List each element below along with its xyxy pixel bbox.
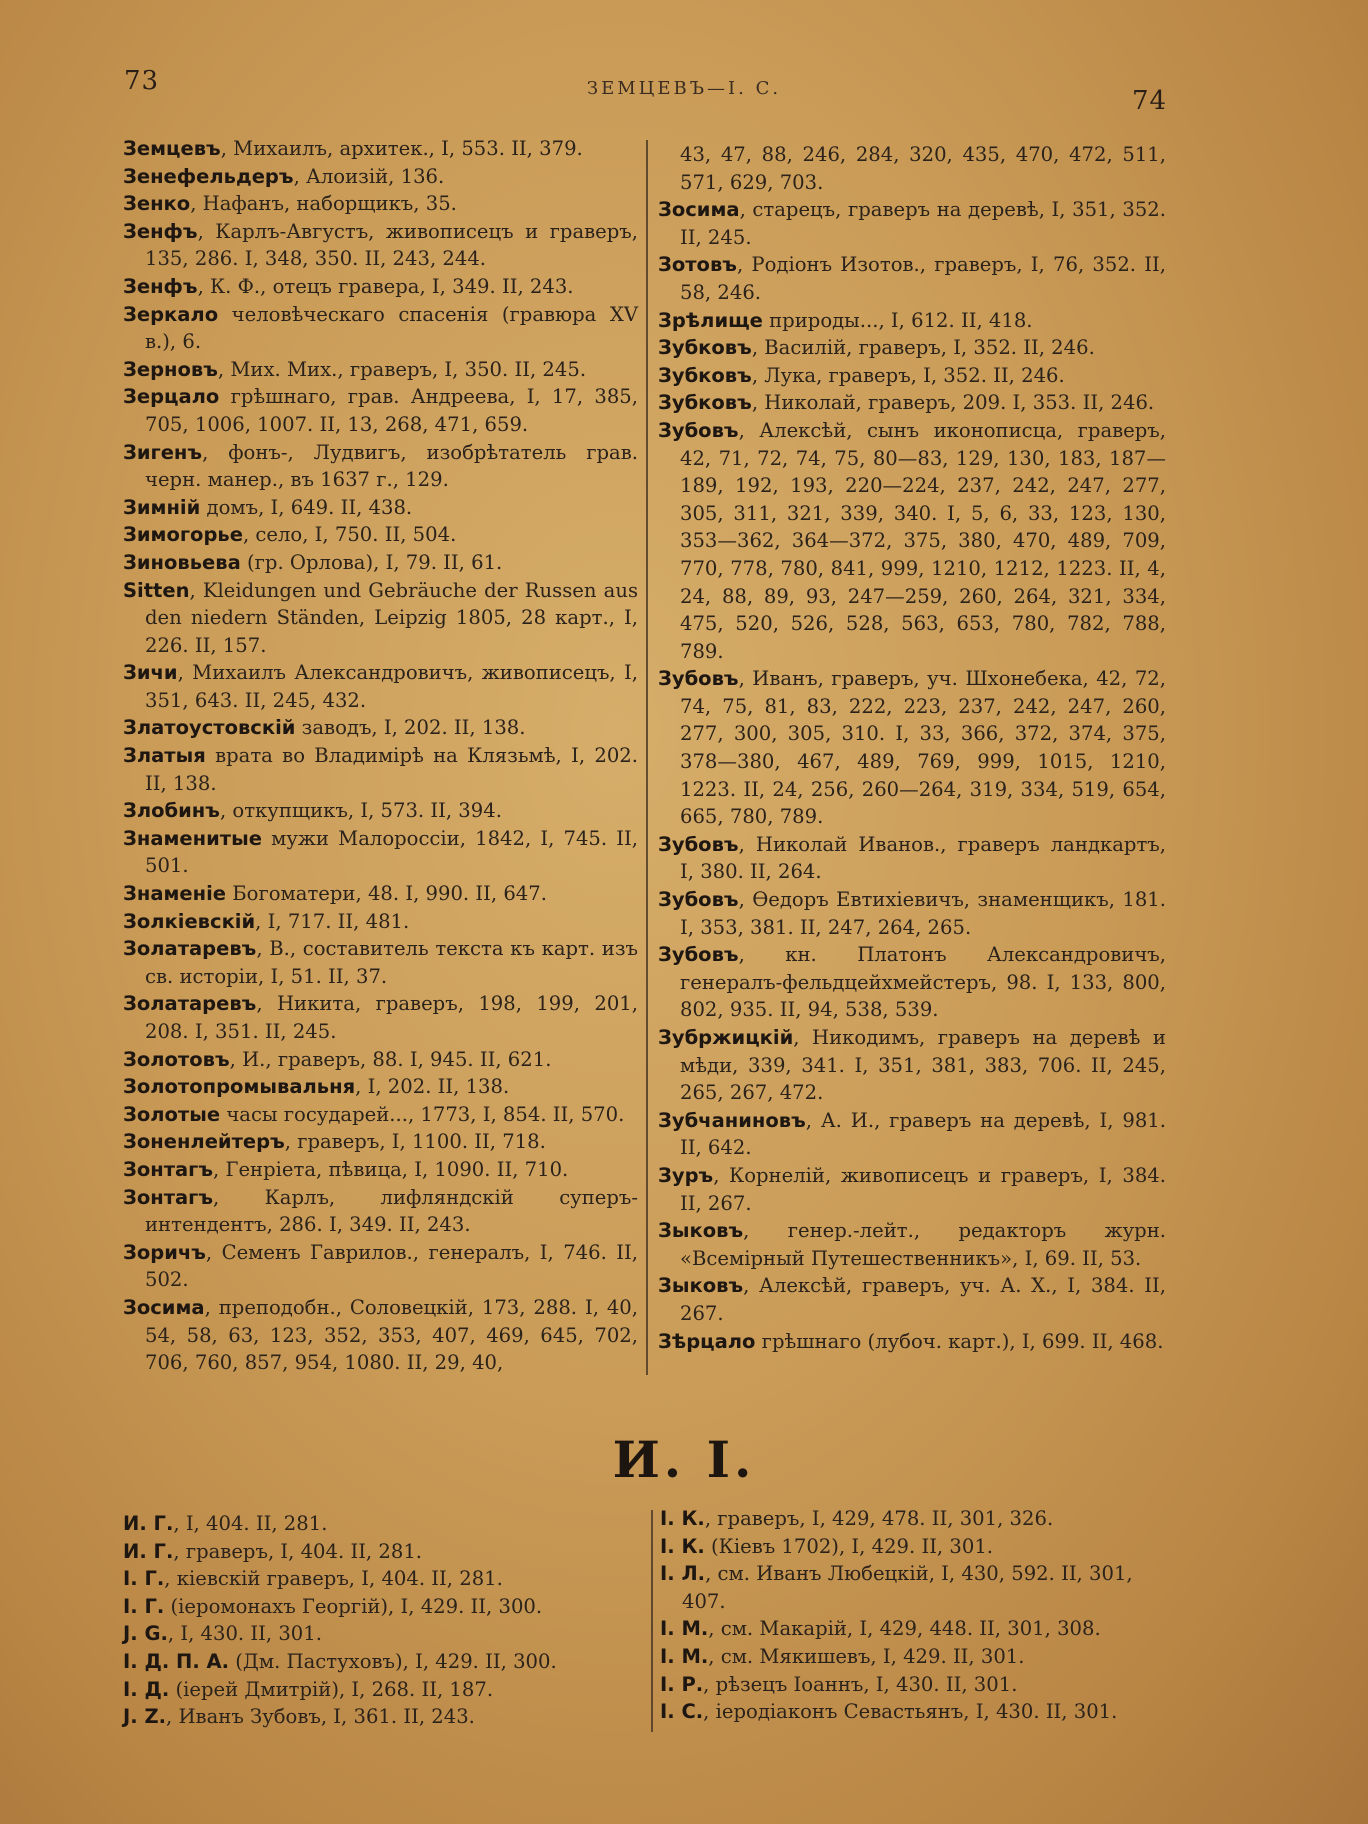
entry-references: , Родіонъ Изотов., граверъ, I, 76, 352. II, 58, 246. (680, 253, 1166, 304)
entry-headword: Зосима (123, 1295, 205, 1319)
entry-headword: І. К. (660, 1534, 705, 1558)
index-entry (658, 941, 1166, 1024)
entry-references: Богоматери, 48. I, 990. II, 647. (226, 882, 547, 906)
index-entry (123, 742, 638, 797)
index-entry (123, 1593, 623, 1621)
entry-references: (іеромонахъ Георгій), I, 429. II, 300. (164, 1594, 543, 1618)
index-entry (123, 797, 638, 825)
index-entry (123, 825, 638, 880)
entry-headword: Золатаревъ (123, 937, 257, 961)
entry-headword: Золотые (123, 1102, 221, 1126)
entry-headword: І. Р. (660, 1672, 704, 1696)
entry-references: , преподобн., Соловецкій, 173, 288. I, 40, 54, 58, 63, 123, 352, 353, 407, 469, 645, 702, 706, 760, 857, 954, 1080. II, 29, 40, (145, 1295, 638, 1375)
entry-references: мужи Малороссіи, 1842, I, 745. II, 501. (145, 826, 638, 878)
entry-headword: І. М. (660, 1644, 709, 1668)
entry-headword: Зенко (123, 192, 191, 216)
index-entry (658, 251, 1166, 306)
entry-references: , Михаилъ Александровичъ, живописецъ, I, 351, 643. II, 245, 432. (145, 661, 638, 712)
right-entries (658, 196, 1166, 1355)
entry-references: , В., составитель текста къ карт. изъ св. исторіи, I, 51. II, 37. (145, 937, 638, 988)
entry-references: , I, 202. II, 138. (355, 1075, 510, 1099)
entry-references: , граверъ, I, 404. II, 281. (173, 1539, 423, 1563)
entry-headword: Зонтагъ (123, 1157, 214, 1181)
entry-references: , I, 404. II, 281. (173, 1512, 328, 1535)
index-entry (123, 494, 638, 522)
entry-headword: Золотопромывальня (123, 1075, 356, 1099)
entry-headword: Зичи (123, 661, 178, 685)
index-entry (658, 362, 1166, 390)
entry-headword: Зимогорье (123, 523, 243, 547)
index-entry (658, 665, 1166, 831)
index-entry (660, 1505, 1170, 1533)
entry-references: , К. Ф., отецъ гравера, I, 349. II, 243. (197, 274, 574, 298)
entry-references: заводъ, I, 202. II, 138. (295, 716, 526, 740)
entry-headword: Зерновъ (123, 357, 218, 381)
entry-headword: Зрѣлище (658, 308, 763, 332)
index-entry (660, 1615, 1170, 1643)
entry-headword: Золотовъ (123, 1047, 230, 1071)
index-entry (123, 1538, 623, 1566)
index-entry (123, 1073, 638, 1101)
entry-references: , Kleidungen und Gebräuche der Russen aus den niedern Ständen, Leipzig 1805, 28 карт., I, 226. II, 157. (145, 578, 638, 657)
entry-references: , Лука, граверъ, I, 352. II, 246. (751, 363, 1065, 387)
entry-headword: Злобинъ (123, 799, 220, 823)
entry-headword: Зубковъ (658, 391, 752, 415)
entry-references: , Нафанъ, наборщикъ, 35. (190, 192, 457, 216)
index-entry (123, 1294, 638, 1377)
entry-references: , село, I, 750. II, 504. (242, 523, 457, 547)
entry-headword: Зубржицкій (658, 1026, 794, 1049)
entry-references: часы государей..., 1773, I, 854. II, 570. (220, 1102, 625, 1126)
entry-headword: Зимній (123, 495, 201, 519)
index-entry (658, 1328, 1166, 1356)
index-entry (123, 659, 638, 714)
index-entry (658, 1107, 1166, 1162)
entry-headword: І. Г. (123, 1567, 165, 1591)
entry-references: домъ, I, 649. II, 438. (200, 495, 413, 519)
index-entry (660, 1698, 1170, 1726)
index-entry (123, 908, 638, 936)
entry-references: , іеродіаконъ Севастьянъ, I, 430. II, 301. (703, 1700, 1118, 1724)
entry-headword: J. Z. (123, 1705, 166, 1729)
entry-references: , А. И., граверъ на деревѣ, I, 981. II, 642. (680, 1108, 1166, 1160)
index-entry (123, 356, 638, 384)
entry-headword: Зенфъ (123, 274, 198, 298)
entry-headword: Зубовъ (658, 832, 739, 856)
index-entry (123, 1128, 638, 1156)
index-entry (658, 417, 1166, 665)
entry-headword: Златыя (123, 744, 206, 768)
index-entry (123, 439, 638, 494)
entry-headword: І. Д. (123, 1677, 170, 1701)
entry-headword: Зубчаниновъ (658, 1108, 806, 1132)
entry-references: , см. Макарій, I, 429, 448. II, 301, 308. (708, 1617, 1101, 1641)
entry-headword: Зубковъ (658, 336, 752, 360)
index-entry (123, 1565, 623, 1593)
entry-headword: Золатаревъ (123, 992, 257, 1016)
entry-references: , Михаилъ, архитек., I, 553. II, 379. (220, 137, 583, 160)
index-entry (123, 273, 638, 301)
index-entry (123, 1703, 623, 1731)
index-entry (123, 880, 638, 908)
entry-references: человѣческаго спасенія (гравюра XV в.), 6. (145, 302, 638, 354)
entry-references: , И., граверъ, 88. I, 945. II, 621. (229, 1047, 552, 1071)
entry-headword: Зубовъ (658, 943, 739, 967)
entry-headword: Земцевъ (123, 137, 221, 160)
entry-headword: Золкіевскій (123, 909, 256, 933)
entry-headword: І. К. (660, 1507, 705, 1530)
index-entry (658, 334, 1166, 362)
entry-references: , граверъ, I, 429, 478. II, 301, 326. (704, 1507, 1054, 1530)
entry-references: , генер.-лейт., редакторъ журн. «Всемірный Путешественникъ», I, 69. II, 53. (680, 1219, 1166, 1270)
entry-references: , Карлъ-Августъ, живописецъ и граверъ, 135, 286. I, 348, 350. II, 243, 244. (145, 219, 638, 271)
index-entry (658, 1024, 1166, 1107)
index-entry (658, 1217, 1166, 1272)
entry-headword: Зенфъ (123, 219, 198, 243)
index-entry (123, 218, 638, 273)
index-entry (123, 301, 638, 356)
index-entry (123, 549, 638, 577)
index-entry (123, 990, 638, 1045)
entry-references: грѣшнаго (лубоч. карт.), I, 699. II, 468. (755, 1329, 1164, 1353)
continuation-text: 43, 47, 88, 246, 284, 320, 435, 470, 472, 511, 571, 629, 703. (680, 143, 1166, 194)
entry-references: , старецъ, граверъ на деревѣ, I, 351, 352. II, 245. (680, 198, 1166, 249)
entry-references: , см. Мякишевъ, I, 429. II, 301. (708, 1644, 1025, 1668)
index-entry (123, 1620, 623, 1648)
index-entry (123, 1101, 638, 1129)
entry-headword: Зотовъ (658, 253, 737, 277)
entry-headword: І. Л. (660, 1562, 706, 1586)
entry-headword: Знаменитые (123, 826, 262, 850)
entry-references: (гр. Орлова), I, 79. II, 61. (240, 550, 503, 574)
section-column-divider (651, 1510, 653, 1732)
index-entry (123, 935, 638, 990)
entry-headword: И. Г. (123, 1539, 174, 1563)
entry-headword: И. Г. (123, 1512, 174, 1535)
index-entry (660, 1643, 1170, 1671)
entry-headword: Зубовъ (658, 418, 739, 442)
entry-references: , Никодимъ, граверъ на деревѣ и мѣди, 339, 341. I, 351, 381, 383, 706. II, 245, 265, 267, 472. (680, 1026, 1166, 1105)
entry-references: , фонъ-, Лудвигъ, изобрѣтатель грав. черн. манер., въ 1637 г., 129. (145, 440, 638, 492)
entry-headword: Зоненлейтеръ (123, 1130, 285, 1154)
entry-references: , откупщикъ, I, 573. II, 394. (219, 799, 502, 823)
entry-references: , см. Иванъ Любецкій, I, 430, 592. II, 301, 407. (682, 1562, 1133, 1613)
entry-headword: Зонтагъ (123, 1185, 214, 1209)
entry-references: грѣшнаго, грав. Андреева, I, 17, 385, 705, 1006, 1007. II, 13, 268, 471, 659. (145, 385, 638, 436)
index-entry (658, 1272, 1166, 1327)
entry-headword: Зосима (658, 198, 740, 222)
entry-references: , граверъ, I, 1100. II, 718. (284, 1130, 546, 1154)
entry-references: , Алексѣй, граверъ, уч. А. Х., I, 384. II, 267. (680, 1274, 1166, 1325)
entry-references: , Иванъ, граверъ, уч. Шхонебека, 42, 72, 74, 75, 81, 83, 222, 223, 237, 242, 247, 260, 277, 300, 305, 310. I, 33, 366, 372, 374, 375, 378—380, 467, 489, 769, 999, 1015, 1210, 1223. II, 24, 256, 260—264, 319, 334, 519, 654, 665, 780, 789. (680, 667, 1166, 829)
index-entry (123, 1156, 638, 1184)
index-entry (123, 1510, 623, 1538)
index-entry (123, 383, 638, 438)
index-entry (123, 1184, 638, 1239)
index-entry (660, 1533, 1170, 1561)
index-entry (123, 714, 638, 742)
entry-headword: Зыковъ (658, 1274, 744, 1298)
entry-references: , Никита, граверъ, 198, 199, 201, 208. I, 351. II, 245. (145, 992, 638, 1043)
entry-headword: Зѣрцало (658, 1329, 756, 1353)
section-heading: И. І. (612, 1430, 756, 1489)
index-entry (660, 1560, 1170, 1615)
index-entry (123, 163, 638, 191)
entry-references: , Иванъ Зубовъ, I, 361. II, 243. (166, 1705, 475, 1729)
entry-references: , Алоизій, 136. (293, 164, 445, 188)
entry-headword: Зубовъ (658, 888, 739, 912)
index-entry (123, 1648, 623, 1676)
entry-headword: Зуръ (658, 1163, 714, 1187)
entry-references: , кіевскій граверъ, I, 404. II, 281. (164, 1567, 503, 1591)
section-right-column (660, 1505, 1170, 1726)
entry-references: , I, 430. II, 301. (167, 1622, 322, 1646)
entry-headword: І. М. (660, 1617, 709, 1641)
entry-references: , кн. Платонъ Александровичъ, генералъ-фельдцейхмейстеръ, 98. I, 133, 800, 802, 935. II, 94, 538, 539. (680, 943, 1166, 1022)
right-page-number: 74 (1132, 86, 1168, 116)
left-column (123, 135, 638, 1377)
entry-references: , Карлъ, лифляндскій суперъ-интендентъ, 286. I, 349. II, 243. (145, 1185, 638, 1237)
entry-references: , Семенъ Гаврилов., генералъ, I, 746. II, 502. (145, 1240, 638, 1292)
index-entry (658, 886, 1166, 941)
entry-references: , Николай Иванов., граверъ ландкартъ, I, 380. II, 264. (680, 832, 1166, 884)
entry-headword: Зубовъ (658, 667, 739, 691)
entry-headword: Зеркало (123, 302, 219, 326)
entry-headword: Зенефельдеръ (123, 164, 294, 188)
index-entry (658, 831, 1166, 886)
index-entry (658, 389, 1166, 417)
entry-headword: Sitten (123, 578, 190, 602)
entry-headword: Зерцало (123, 385, 220, 409)
entry-headword: Зыковъ (658, 1219, 744, 1243)
index-entry (658, 196, 1166, 251)
index-entry (123, 135, 638, 163)
entry-headword: Зубковъ (658, 363, 752, 387)
entry-headword: І. Д. П. А. (123, 1649, 230, 1673)
index-entry (658, 307, 1166, 335)
entry-references: , Корнелій, живописецъ и граверъ, I, 384. II, 267. (680, 1163, 1166, 1215)
left-page-number: 73 (124, 66, 160, 96)
entry-references: , рѣзецъ Іоаннъ, I, 430. II, 301. (703, 1672, 1018, 1696)
running-header: ЗЕМЦЕВЪ—І. С. (586, 78, 782, 99)
entry-references: , Алексѣй, сынъ иконописца, граверъ, 42, 71, 72, 74, 75, 80—83, 129, 130, 183, 187—189, 192, 193, 220—224, 237, 242, 247, 277, 305, 311, 321, 339, 340. I, 5, 6, 33, 123, 130, 353—362, 364—372, 375, 380, 470, 489, 709, 770, 778, 780, 841, 999, 1210, 1212, 1223. II, 4, 24, 88, 89, 93, 247—259, 260, 264, 321, 334, 475, 520, 526, 528, 563, 653, 780, 782, 788, 789. (680, 418, 1166, 663)
column-divider (646, 140, 648, 1375)
entry-references: врата во Владимірѣ на Клязьмѣ, I, 202. II, 138. (145, 744, 638, 795)
entry-references: (іерей Дмитрій), I, 268. II, 187. (169, 1677, 494, 1701)
entry-headword: J. G. (123, 1622, 168, 1646)
index-entry (660, 1671, 1170, 1699)
index-entry (658, 1162, 1166, 1217)
right-column (658, 141, 1166, 1355)
index-entry (123, 1046, 638, 1074)
entry-references: , Николай, граверъ, 209. I, 353. II, 246. (751, 391, 1155, 415)
entry-headword: Зиновьева (123, 550, 241, 574)
index-entry (123, 1239, 638, 1294)
entry-headword: І. С. (660, 1700, 704, 1724)
entry-references: , Ѳедоръ Евтихіевичъ, знаменщикъ, 181. I, 353, 381. II, 247, 264, 265. (680, 888, 1166, 939)
entry-references: (Кіевъ 1702), I, 429. II, 301. (704, 1534, 994, 1558)
entry-references: (Дм. Пастуховъ), I, 429. II, 300. (229, 1649, 557, 1673)
index-entry (123, 190, 638, 218)
entry-references: природы..., I, 612. II, 418. (762, 308, 1033, 332)
entry-headword: Зоричъ (123, 1240, 206, 1264)
entry-headword: І. Г. (123, 1594, 165, 1618)
entry-references: , Генріета, пѣвица, I, 1090. II, 710. (213, 1157, 569, 1181)
entry-headword: Златоустовскій (123, 716, 296, 740)
index-entry (123, 521, 638, 549)
index-entry (123, 1676, 623, 1704)
entry-references: , I, 717. II, 481. (255, 909, 410, 933)
entry-references: , Василій, граверъ, I, 352. II, 246. (751, 336, 1095, 360)
index-entry (123, 577, 638, 660)
section-left-column (123, 1510, 623, 1731)
entry-references: , Мих. Мих., граверъ, I, 350. II, 245. (217, 357, 587, 381)
entry-headword: Зигенъ (123, 440, 203, 464)
entry-headword: Знаменіе (123, 882, 227, 906)
